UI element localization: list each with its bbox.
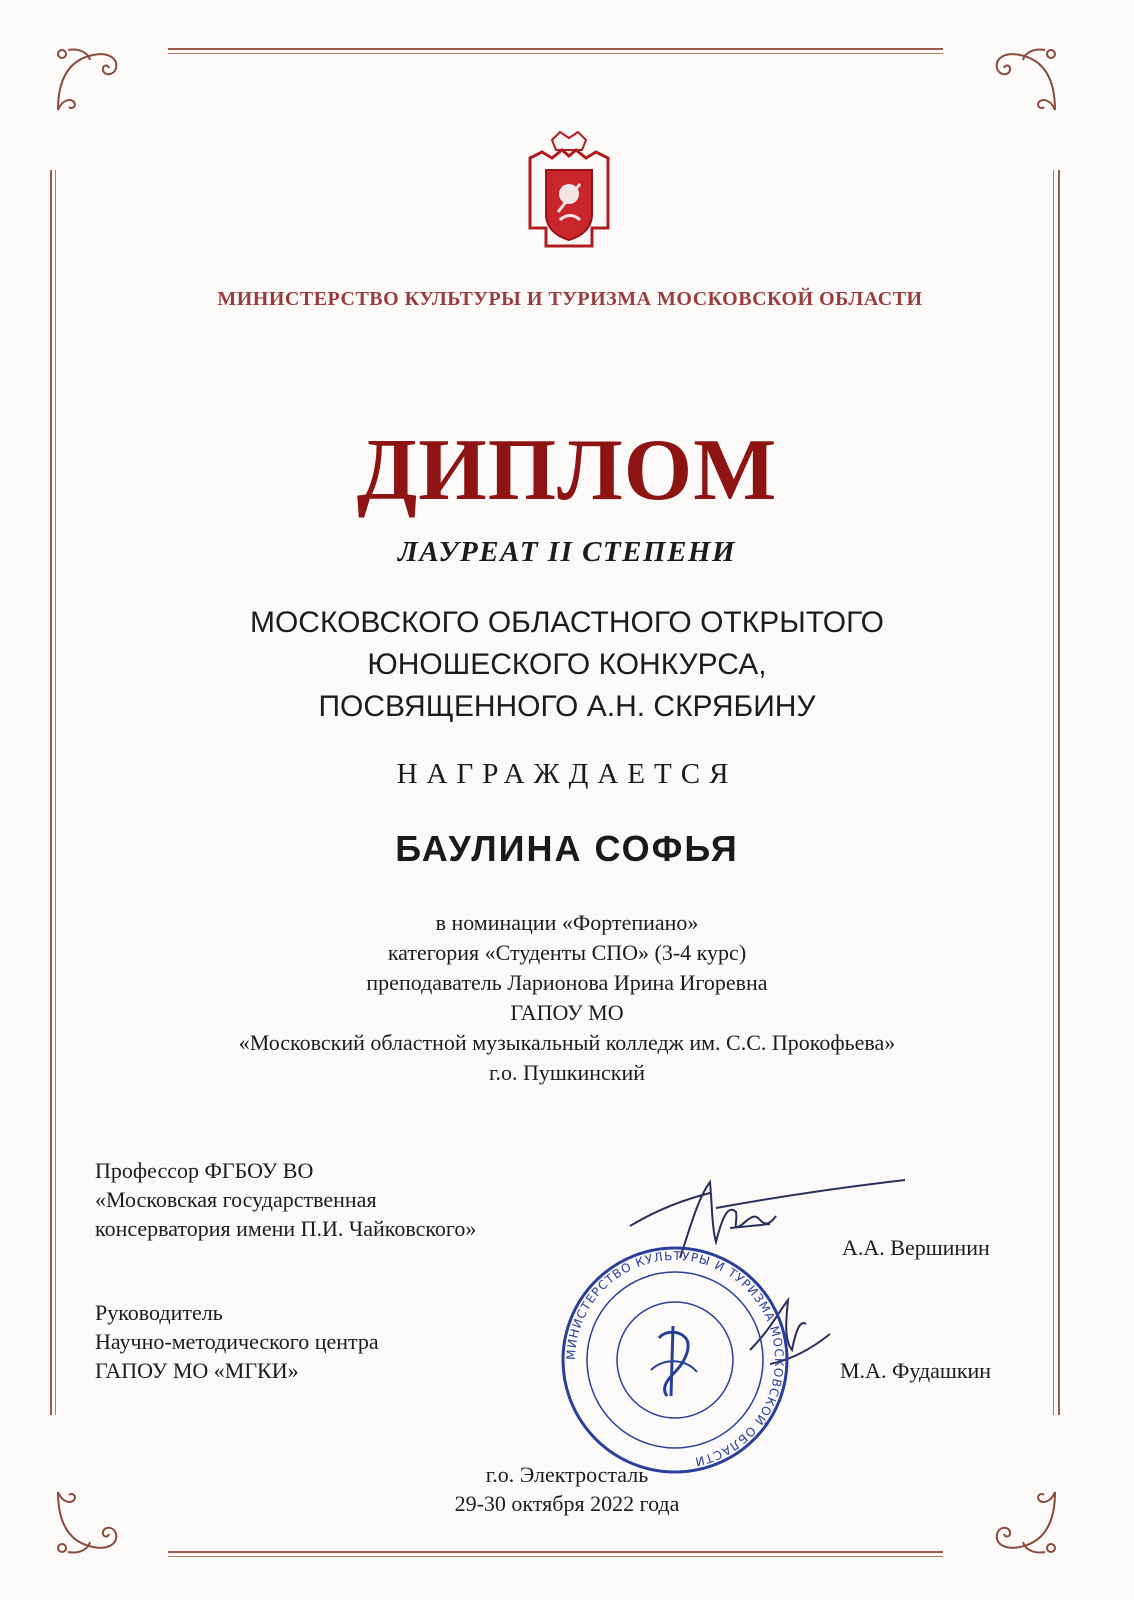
signatory-2-name: М.А. Фудашкин [840,1358,992,1383]
official-stamp-icon [555,1240,795,1480]
place-label: г.о. Электросталь [485,1462,649,1487]
corner-ornament-top-left-icon [48,40,128,120]
details-line: «Московский областной музыкальный колледж им. С.С. Прокофьева» [238,1030,896,1055]
frame-right-line [1058,170,1060,1415]
details-line: ГАПОУ МО [510,1000,624,1025]
details-line: преподаватель Ларионова Ирина Игоревна [366,970,768,995]
awarded-label: НАГРАЖДАЕТСЯ [396,758,738,790]
signatory-line: ГАПОУ МО «МГКИ» [95,1358,299,1383]
details-line: г.о. Пушкинский [488,1060,646,1085]
place-and-date [0,1460,1134,1518]
frame-top-line [168,48,943,50]
contest-name [0,602,1134,728]
details-line: категория «Студенты СПО» (3-4 курс) [387,940,747,965]
frame-right-line-inner [1053,170,1054,1415]
ministry-heading: МИНИСТЕРСТВО КУЛЬТУРЫ И ТУРИЗМА МОСКОВСКОЙ ОБЛАСТИ [217,288,923,310]
coat-of-arms-icon [522,128,616,256]
stamp-text: МИНИСТЕРСТВО КУЛЬТУРЫ И ТУРИЗМА МОСКОВСКОЙ ОБЛАСТИ [563,1248,787,1470]
corner-ornament-top-right-icon [985,40,1065,120]
signatory-line: Профессор ФГБОУ ВО [95,1158,314,1183]
frame-top-line-inner [168,53,943,54]
contest-line: МОСКОВСКОГО ОБЛАСТНОГО ОТКРЫТОГО [249,606,885,639]
contest-line: ЮНОШЕСКОГО КОНКУРСА, [367,648,767,681]
contest-line: ПОСВЯЩЕННОГО А.Н. СКРЯБИНУ [318,690,816,723]
svg-text:МИНИСТЕРСТВО КУЛЬТУРЫ И ТУРИЗМ [564,1249,786,1469]
signatory-1-name: А.А. Вершинин [842,1235,990,1260]
details-line: в номинации «Фортепиано» [435,910,699,935]
signatory-line: Научно-методического центра [95,1329,379,1354]
signatory-2-title [95,1298,379,1385]
frame-left-line [50,170,52,1415]
signatory-line: «Московская государственная [95,1187,377,1212]
award-details [0,908,1134,1088]
frame-left-line-inner [55,170,56,1415]
signatory-1-title [95,1156,476,1243]
frame-bottom-line [168,1551,943,1553]
signatory-line: консерватория имени П.И. Чайковского» [95,1216,477,1241]
recipient-name: БАУЛИНА СОФЬЯ [395,828,739,869]
frame-bottom-line-inner [168,1556,943,1557]
laureate-degree: ЛАУРЕАТ II СТЕПЕНИ [397,536,737,568]
signatory-line: Руководитель [95,1300,223,1325]
date-label: 29-30 октября 2022 года [454,1491,680,1516]
diploma-title: ДИПЛОМ [356,422,778,519]
